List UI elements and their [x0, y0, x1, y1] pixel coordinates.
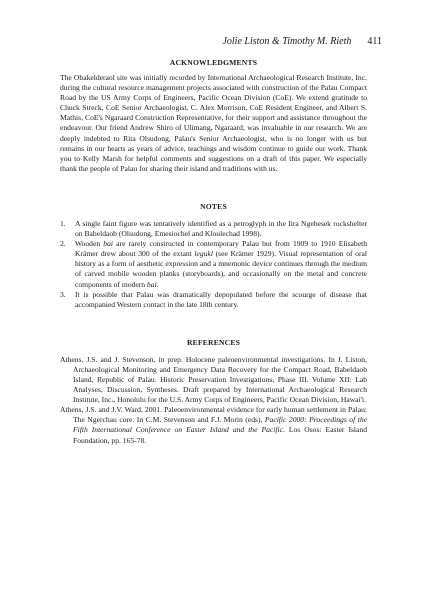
reference-text-start: Athens, J.S. and J.V. Ward, 2001. Paleoenvironmental evidence for early human settlement in Palau: The Ngerchau core. In C.M. Stevenson and F.J. Morin (eds), [60, 405, 367, 425]
reference-entry [60, 405, 367, 445]
notes-list [60, 219, 367, 310]
note-number: 1. [60, 218, 66, 228]
reference-entry: Athens, J.S. and J. Stevenson, in prep. Holocene paleoenvironmental investigations. In J. Liston, Archaeological Monitoring and Emergency Data Recovery for the Compact Road, Babeldaob Island, Republic of Palau. Historic Preservation Investigations, Phase III. Volume XII: Lab Analyses, Discussion, Syntheses. Draft prepared by International Archaeological Research Institute, Inc., Honolulu for the U.S. Army Corps of Engineers, Pacific Ocean Division, Hawai'i. [60, 354, 367, 405]
note-italic-term: bai [103, 239, 114, 249]
note-italic-term: bai [146, 279, 157, 289]
note-item [60, 219, 367, 239]
running-head [60, 36, 382, 47]
page-content [60, 56, 367, 446]
references-heading: REFERENCES [186, 337, 241, 347]
note-text: A single faint figure was tentatively identified as a petroglyph in the Iira Ngebesek rockshelter on Babeldaob (Olsudong, Emesiochel and Kloulechad 1998). [75, 218, 367, 239]
acknowledgments-paragraph: The Obakelderaol site was initially recorded by International Archaeological Research Institute, Inc. during the cultural resource management projects associated with construction of the Palau Compact Road by the US Army Corps of Engineers, Pacific Ocean Division (CoE). We extend gratitude to Chuck Streck, CoE Senior Archaeologist, C. Alex Morrison, CoE Resident Engineer, and Albert S. Mathis, CoE's Ngaraard Construction Representative, for their support and assistance throughout the endeavour. Our friend Andrew Shiro of Ulimang, Ngaraard, was invaluable in our research. We are deeply indebted to Rita Olsudong, Palau's Senior Archaeologist, who is no longer with us but remains in our hearts as years of advice, teachings and wisdom continue to guide our work. Thank you to Kelly Marsh for helpful comments and suggestions on a draft of this paper. We especially thank the people of Palau for sharing their island and traditions with us. [60, 73, 367, 173]
note-item [60, 290, 367, 310]
reference-italic-title: Pacific 2000: Proceedings of the Fifth International Conference on Easter Island and the Pacific [73, 415, 367, 435]
note-text: It is possible that Palau was dramatically depopulated before the scourge of disease that accompanied Western contact in the late 18th century. [75, 289, 367, 309]
note-text-end: . [156, 279, 159, 289]
running-head-authors: Jolie Liston & Timothy M. Rieth [222, 36, 352, 47]
references-list [60, 355, 367, 446]
reference-text-end: . Los Osos: Easter Island Foundation, pp. 165-78. [73, 425, 368, 445]
note-item [60, 239, 367, 289]
notes-heading: NOTES [200, 201, 227, 211]
note-number: 3. [60, 289, 66, 299]
note-text-after: (see Krämer 1929). Visual representation of oral history as a form of aesthetic expression and a mnemonic device continues through the medium of carved mobile wooden planks (storyboards), and occasionally on the metal and concrete components of modern [75, 249, 367, 289]
page-number: 411 [367, 36, 382, 47]
note-text-start: Wooden [75, 239, 104, 249]
note-italic-term: legukl [194, 249, 213, 259]
note-number: 2. [60, 239, 66, 249]
acknowledgments-heading: ACKNOWLEDGMENTS [169, 58, 258, 67]
note-text-middle: are rarely constructed in contemporary Palau but from 1909 to 1910 Elisabeth Krämer drew about 300 of the extant [75, 239, 367, 259]
